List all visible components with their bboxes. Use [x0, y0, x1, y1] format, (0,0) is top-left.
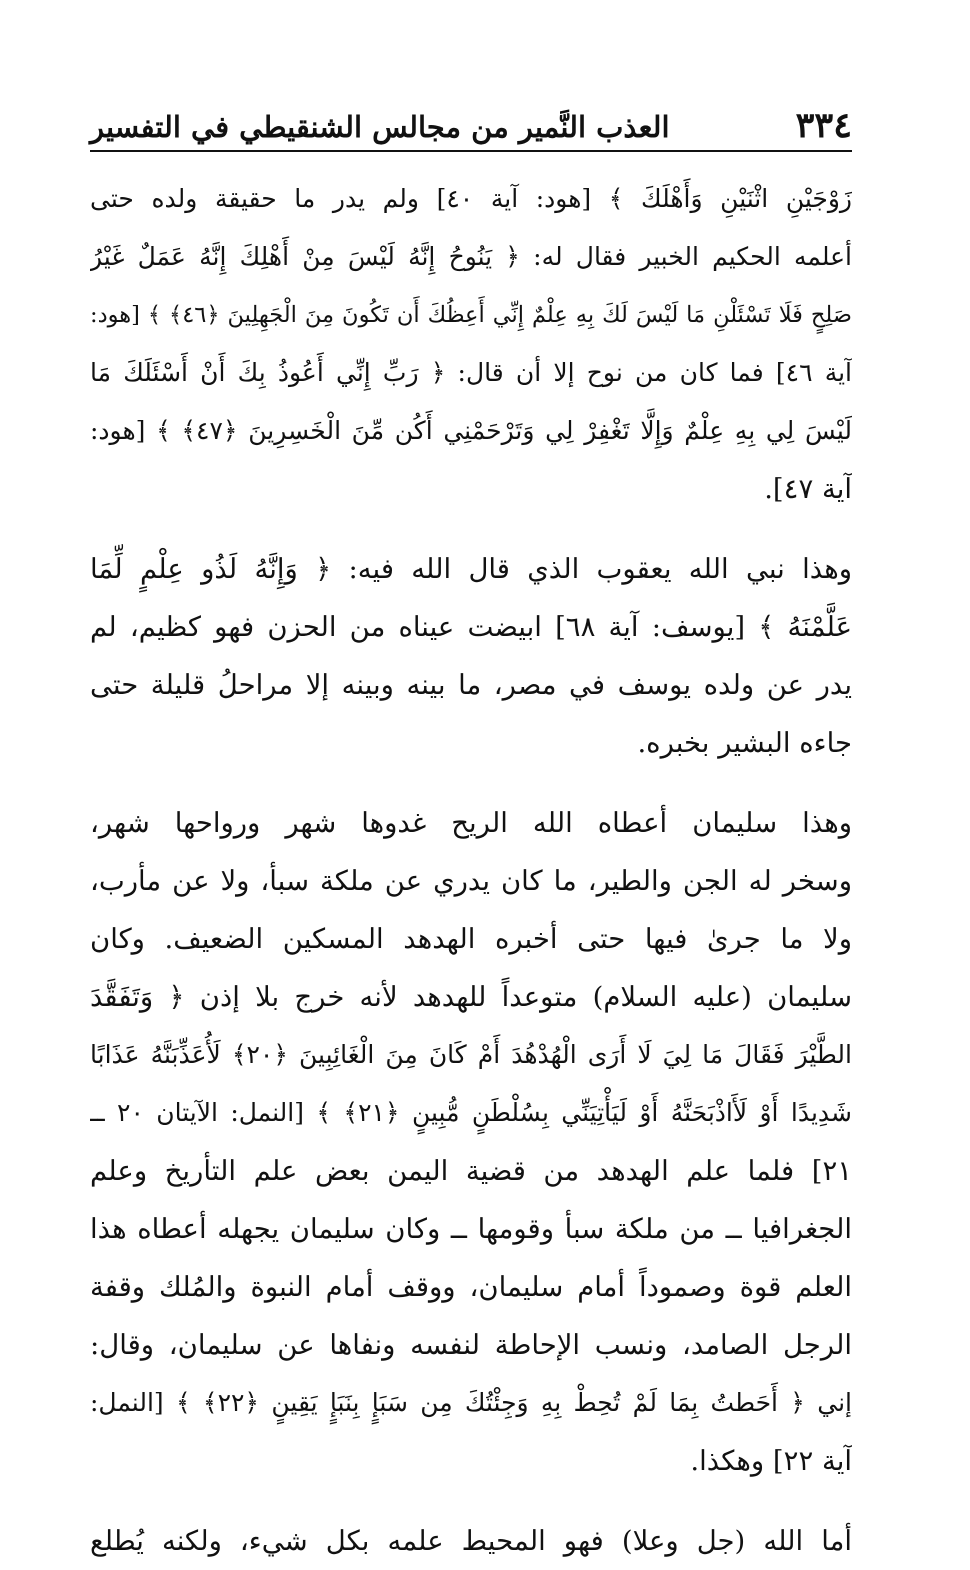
text-line: أعلمه الحكيم الخبير فقال له: ﴿ يَنُوحُ إِنَّهُ لَيْسَ مِنْ أَهْلِكَ إِنَّهُ عَمَلٌ غَيْرُ — [90, 242, 852, 271]
text-line: وسخر له الجن والطير، ما كان يدري عن ملكة سبأ، ولا عن مأرب، — [90, 865, 852, 897]
text-line: شَدِيدًا أَوْ لَأَاذْبَحَنَّهُ أَوْ لَيَأْتِيَنِّي بِسُلْطَنٍ مُّبِينٍ ﴿٢١﴾ ﴾ [النمل: الآيتان ٢٠ ــ — [90, 1098, 852, 1127]
text-line: أما الله (جل وعلا) فهو المحيط علمه بكل شيء، ولكنه يُطلع — [90, 1525, 852, 1557]
text-line: ٢١] فلما علم الهدهد من قضية اليمن بعض علم التأريخ وعلم — [90, 1155, 852, 1187]
page-header — [90, 94, 852, 152]
text-line: صَلِحٍ فَلَا تَسْئَلْنِ مَا لَيْسَ لَكَ بِهِ عِلْمٌ إِنِّي أَعِظُكَ أَن تَكُونَ مِنَ الْجَهِلِينَ ﴿٤٦﴾ ﴾ [هود: — [90, 302, 852, 328]
text-line: الرجل الصامد، ونسب الإحاطة لنفسه ونفاها عن سليمان، وقال: — [90, 1329, 852, 1361]
paragraph-allah — [90, 1512, 852, 1570]
text-line: آية ٤٦] فما كان من نوح إلا أن قال: ﴿ رَبِّ إِنِّي أَعُوذُ بِكَ أَنْ أَسْئَلَكَ مَا — [90, 358, 852, 387]
running-title: العذب النَّمير من مجالس الشنقيطي في التفسير — [90, 110, 670, 144]
text-line: آية ٢٢] وهكذا. — [690, 1445, 852, 1477]
paragraph-nuh — [90, 170, 852, 518]
page-body — [90, 170, 852, 1570]
text-line: سليمان (عليه السلام) متوعداً للهدهد لأنه خرج بلا إذن ﴿ وَتَفَقَّدَ — [90, 981, 852, 1013]
text-line: الجغرافيا ــ من ملكة سبأ وقومها ــ وكان سليمان يجهله أعطاه هذا — [90, 1213, 852, 1245]
text-line: عَلَّمْنَهُ ﴾ [يوسف: آية ٦٨] ابيضت عيناه من الحزن فهو كظيم، لم — [90, 611, 852, 643]
text-line: الطَّيْرَ فَقَالَ مَا لِيَ لَا أَرَى الْهُدْهُدَ أَمْ كَانَ مِنَ الْغَائِبِينَ ﴿٢٠﴾ لَأُعَذِّبَنَّهُ عَذَابًا — [90, 1040, 852, 1069]
text-line: آية ٤٧]. — [764, 473, 852, 505]
text-line: جاءه البشير بخبره. — [637, 727, 852, 759]
paragraph-sulayman — [90, 794, 852, 1490]
paragraph-yaqub — [90, 540, 852, 772]
text-line: زَوْجَيْنِ اثْنَيْنِ وَأَهْلَكَ ﴾ [هود: آية ٤٠] ولم يدر ما حقيقة ولده حتى — [90, 184, 852, 213]
text-line: ولا ما جرىٰ فيها حتى أخبره الهدهد المسكين الضعيف. وكان — [90, 923, 852, 955]
text-line: العلم قوة وصموداً أمام سليمان، ووقف أمام النبوة والمُلك وقفة — [90, 1271, 852, 1303]
text-line: إني ﴿ أَحَطتُ بِمَا لَمْ تُحِطْ بِهِ وَجِئْتُكَ مِن سَبَإٍ بِنَبَإٍ يَقِينٍ ﴿٢٢﴾ ﴾ [النمل: — [90, 1388, 852, 1417]
text-line: لَيْسَ لِي بِهِ عِلْمٌ وَإِلَّا تَغْفِرْ لِي وَتَرْحَمْنِي أَكُن مِّنَ الْخَسِرِينَ ﴿٤٧﴾ ﴾ [هود: — [90, 416, 852, 445]
page-number: ٣٣٤ — [795, 105, 852, 146]
text-line: وهذا سليمان أعطاه الله الريح غدوها شهر ورواحها شهر، — [90, 807, 852, 839]
text-line: يدر عن ولده يوسف في مصر، ما بينه وبينه إلا مراحلُ قليلة حتى — [90, 669, 852, 701]
text-line: وهذا نبي الله يعقوب الذي قال الله فيه: ﴿ وَإِنَّهُ لَذُو عِلْمٍ لِّمَا — [90, 553, 852, 585]
